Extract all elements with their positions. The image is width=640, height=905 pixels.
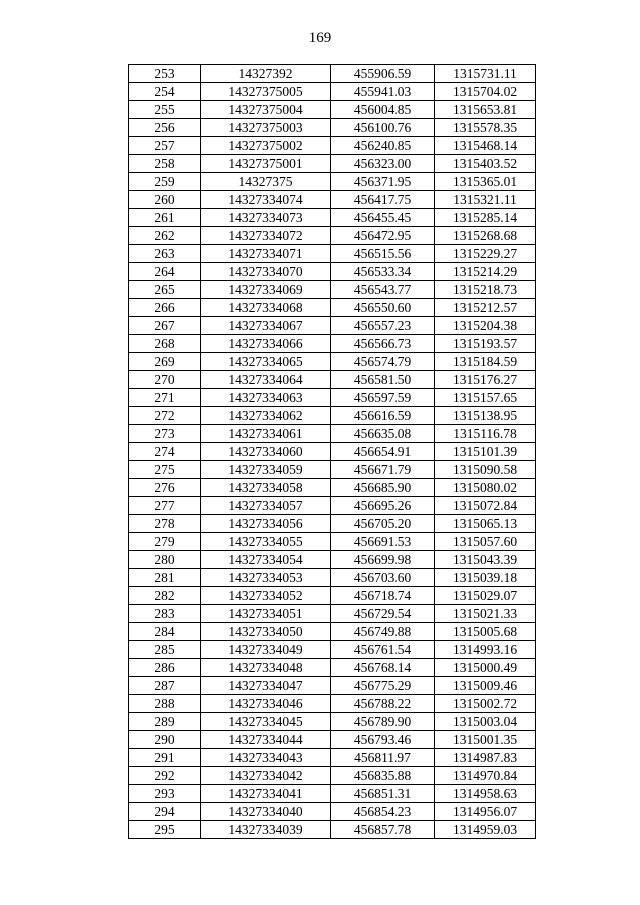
point-number-cell: 293 bbox=[129, 785, 201, 803]
point-code-cell: 14327334057 bbox=[201, 497, 331, 515]
y-coordinate-cell: 1314993.16 bbox=[435, 641, 536, 659]
y-coordinate-cell: 1315072.84 bbox=[435, 497, 536, 515]
point-number-cell: 292 bbox=[129, 767, 201, 785]
point-code-cell: 14327375004 bbox=[201, 101, 331, 119]
y-coordinate-cell: 1315653.81 bbox=[435, 101, 536, 119]
point-code-cell: 14327334056 bbox=[201, 515, 331, 533]
table-row bbox=[129, 173, 536, 191]
y-coordinate-cell: 1315218.73 bbox=[435, 281, 536, 299]
table-row bbox=[129, 155, 536, 173]
y-coordinate-cell: 1315138.95 bbox=[435, 407, 536, 425]
point-code-cell: 14327334040 bbox=[201, 803, 331, 821]
table-row bbox=[129, 695, 536, 713]
y-coordinate-cell: 1315001.35 bbox=[435, 731, 536, 749]
x-coordinate-cell: 456691.53 bbox=[331, 533, 435, 551]
x-coordinate-cell: 456718.74 bbox=[331, 587, 435, 605]
x-coordinate-cell: 456455.45 bbox=[331, 209, 435, 227]
table-row bbox=[129, 227, 536, 245]
point-code-cell: 14327375005 bbox=[201, 83, 331, 101]
point-number-cell: 289 bbox=[129, 713, 201, 731]
x-coordinate-cell: 456472.95 bbox=[331, 227, 435, 245]
y-coordinate-cell: 1315731.11 bbox=[435, 65, 536, 83]
point-number-cell: 291 bbox=[129, 749, 201, 767]
point-code-cell: 14327334052 bbox=[201, 587, 331, 605]
point-number-cell: 261 bbox=[129, 209, 201, 227]
point-code-cell: 14327334071 bbox=[201, 245, 331, 263]
table-row bbox=[129, 137, 536, 155]
y-coordinate-cell: 1315002.72 bbox=[435, 695, 536, 713]
y-coordinate-cell: 1315365.01 bbox=[435, 173, 536, 191]
point-code-cell: 14327334041 bbox=[201, 785, 331, 803]
point-code-cell: 14327334045 bbox=[201, 713, 331, 731]
x-coordinate-cell: 456574.79 bbox=[331, 353, 435, 371]
x-coordinate-cell: 456857.78 bbox=[331, 821, 435, 839]
point-number-cell: 256 bbox=[129, 119, 201, 137]
y-coordinate-cell: 1315204.38 bbox=[435, 317, 536, 335]
table-row bbox=[129, 713, 536, 731]
point-code-cell: 14327334053 bbox=[201, 569, 331, 587]
table-row bbox=[129, 425, 536, 443]
table-row bbox=[129, 803, 536, 821]
y-coordinate-cell: 1315116.78 bbox=[435, 425, 536, 443]
coordinate-table-body bbox=[129, 65, 536, 839]
point-code-cell: 14327334044 bbox=[201, 731, 331, 749]
y-coordinate-cell: 1315212.57 bbox=[435, 299, 536, 317]
table-row bbox=[129, 299, 536, 317]
x-coordinate-cell: 456705.20 bbox=[331, 515, 435, 533]
point-code-cell: 14327334062 bbox=[201, 407, 331, 425]
table-row bbox=[129, 101, 536, 119]
y-coordinate-cell: 1314959.03 bbox=[435, 821, 536, 839]
point-number-cell: 288 bbox=[129, 695, 201, 713]
x-coordinate-cell: 456323.00 bbox=[331, 155, 435, 173]
point-number-cell: 271 bbox=[129, 389, 201, 407]
point-code-cell: 14327334070 bbox=[201, 263, 331, 281]
point-number-cell: 277 bbox=[129, 497, 201, 515]
table-row bbox=[129, 281, 536, 299]
point-code-cell: 14327334074 bbox=[201, 191, 331, 209]
point-code-cell: 14327334067 bbox=[201, 317, 331, 335]
x-coordinate-cell: 456371.95 bbox=[331, 173, 435, 191]
point-code-cell: 14327334061 bbox=[201, 425, 331, 443]
y-coordinate-cell: 1315005.68 bbox=[435, 623, 536, 641]
x-coordinate-cell: 456788.22 bbox=[331, 695, 435, 713]
point-number-cell: 273 bbox=[129, 425, 201, 443]
point-number-cell: 283 bbox=[129, 605, 201, 623]
y-coordinate-cell: 1315101.39 bbox=[435, 443, 536, 461]
x-coordinate-cell: 456100.76 bbox=[331, 119, 435, 137]
table-row bbox=[129, 83, 536, 101]
table-row bbox=[129, 443, 536, 461]
table-row bbox=[129, 389, 536, 407]
point-number-cell: 264 bbox=[129, 263, 201, 281]
table-row bbox=[129, 731, 536, 749]
point-number-cell: 270 bbox=[129, 371, 201, 389]
y-coordinate-cell: 1315403.52 bbox=[435, 155, 536, 173]
point-number-cell: 265 bbox=[129, 281, 201, 299]
x-coordinate-cell: 456566.73 bbox=[331, 335, 435, 353]
table-row bbox=[129, 209, 536, 227]
y-coordinate-cell: 1315009.46 bbox=[435, 677, 536, 695]
x-coordinate-cell: 456699.98 bbox=[331, 551, 435, 569]
x-coordinate-cell: 456811.97 bbox=[331, 749, 435, 767]
point-code-cell: 14327334046 bbox=[201, 695, 331, 713]
x-coordinate-cell: 456695.26 bbox=[331, 497, 435, 515]
point-code-cell: 14327375003 bbox=[201, 119, 331, 137]
table-row bbox=[129, 767, 536, 785]
point-number-cell: 258 bbox=[129, 155, 201, 173]
y-coordinate-cell: 1315039.18 bbox=[435, 569, 536, 587]
point-number-cell: 255 bbox=[129, 101, 201, 119]
x-coordinate-cell: 456597.59 bbox=[331, 389, 435, 407]
table-row bbox=[129, 749, 536, 767]
point-code-cell: 14327334068 bbox=[201, 299, 331, 317]
table-row bbox=[129, 677, 536, 695]
point-code-cell: 14327334048 bbox=[201, 659, 331, 677]
point-code-cell: 14327334073 bbox=[201, 209, 331, 227]
point-code-cell: 14327334055 bbox=[201, 533, 331, 551]
table-row bbox=[129, 371, 536, 389]
y-coordinate-cell: 1315468.14 bbox=[435, 137, 536, 155]
table-row bbox=[129, 569, 536, 587]
point-number-cell: 286 bbox=[129, 659, 201, 677]
point-number-cell: 275 bbox=[129, 461, 201, 479]
y-coordinate-cell: 1315704.02 bbox=[435, 83, 536, 101]
x-coordinate-cell: 456515.56 bbox=[331, 245, 435, 263]
point-number-cell: 279 bbox=[129, 533, 201, 551]
point-code-cell: 14327334060 bbox=[201, 443, 331, 461]
table-row bbox=[129, 191, 536, 209]
point-number-cell: 262 bbox=[129, 227, 201, 245]
point-number-cell: 278 bbox=[129, 515, 201, 533]
y-coordinate-cell: 1314970.84 bbox=[435, 767, 536, 785]
x-coordinate-cell: 456671.79 bbox=[331, 461, 435, 479]
point-number-cell: 267 bbox=[129, 317, 201, 335]
point-number-cell: 285 bbox=[129, 641, 201, 659]
point-number-cell: 290 bbox=[129, 731, 201, 749]
table-row bbox=[129, 623, 536, 641]
point-number-cell: 287 bbox=[129, 677, 201, 695]
y-coordinate-cell: 1315003.04 bbox=[435, 713, 536, 731]
y-coordinate-cell: 1315321.11 bbox=[435, 191, 536, 209]
point-number-cell: 268 bbox=[129, 335, 201, 353]
table-row bbox=[129, 353, 536, 371]
table-row bbox=[129, 497, 536, 515]
y-coordinate-cell: 1315229.27 bbox=[435, 245, 536, 263]
x-coordinate-cell: 456533.34 bbox=[331, 263, 435, 281]
point-number-cell: 257 bbox=[129, 137, 201, 155]
table-row bbox=[129, 785, 536, 803]
table-row bbox=[129, 65, 536, 83]
point-code-cell: 14327375002 bbox=[201, 137, 331, 155]
point-number-cell: 259 bbox=[129, 173, 201, 191]
y-coordinate-cell: 1315268.68 bbox=[435, 227, 536, 245]
y-coordinate-cell: 1315285.14 bbox=[435, 209, 536, 227]
table-row bbox=[129, 821, 536, 839]
y-coordinate-cell: 1315057.60 bbox=[435, 533, 536, 551]
point-number-cell: 266 bbox=[129, 299, 201, 317]
point-code-cell: 14327334049 bbox=[201, 641, 331, 659]
point-code-cell: 14327334054 bbox=[201, 551, 331, 569]
x-coordinate-cell: 456240.85 bbox=[331, 137, 435, 155]
y-coordinate-cell: 1315000.49 bbox=[435, 659, 536, 677]
point-number-cell: 272 bbox=[129, 407, 201, 425]
point-code-cell: 14327334039 bbox=[201, 821, 331, 839]
x-coordinate-cell: 456703.60 bbox=[331, 569, 435, 587]
y-coordinate-cell: 1315157.65 bbox=[435, 389, 536, 407]
point-number-cell: 281 bbox=[129, 569, 201, 587]
table-row bbox=[129, 335, 536, 353]
point-number-cell: 260 bbox=[129, 191, 201, 209]
y-coordinate-cell: 1315578.35 bbox=[435, 119, 536, 137]
x-coordinate-cell: 456543.77 bbox=[331, 281, 435, 299]
x-coordinate-cell: 456417.75 bbox=[331, 191, 435, 209]
y-coordinate-cell: 1314958.63 bbox=[435, 785, 536, 803]
x-coordinate-cell: 456854.23 bbox=[331, 803, 435, 821]
point-number-cell: 276 bbox=[129, 479, 201, 497]
table-row bbox=[129, 533, 536, 551]
y-coordinate-cell: 1315021.33 bbox=[435, 605, 536, 623]
table-row bbox=[129, 479, 536, 497]
table-row bbox=[129, 461, 536, 479]
point-code-cell: 14327375001 bbox=[201, 155, 331, 173]
x-coordinate-cell: 456557.23 bbox=[331, 317, 435, 335]
point-code-cell: 14327334066 bbox=[201, 335, 331, 353]
point-code-cell: 14327334058 bbox=[201, 479, 331, 497]
table-row bbox=[129, 245, 536, 263]
point-code-cell: 14327334050 bbox=[201, 623, 331, 641]
table-row bbox=[129, 317, 536, 335]
point-code-cell: 14327334064 bbox=[201, 371, 331, 389]
x-coordinate-cell: 456835.88 bbox=[331, 767, 435, 785]
point-code-cell: 14327375 bbox=[201, 173, 331, 191]
coordinate-table bbox=[128, 64, 536, 839]
x-coordinate-cell: 456654.91 bbox=[331, 443, 435, 461]
x-coordinate-cell: 456685.90 bbox=[331, 479, 435, 497]
x-coordinate-cell: 456761.54 bbox=[331, 641, 435, 659]
y-coordinate-cell: 1315065.13 bbox=[435, 515, 536, 533]
y-coordinate-cell: 1314987.83 bbox=[435, 749, 536, 767]
table-row bbox=[129, 641, 536, 659]
point-code-cell: 14327392 bbox=[201, 65, 331, 83]
point-code-cell: 14327334065 bbox=[201, 353, 331, 371]
y-coordinate-cell: 1314956.07 bbox=[435, 803, 536, 821]
y-coordinate-cell: 1315193.57 bbox=[435, 335, 536, 353]
point-number-cell: 263 bbox=[129, 245, 201, 263]
point-code-cell: 14327334047 bbox=[201, 677, 331, 695]
table-row bbox=[129, 587, 536, 605]
point-number-cell: 284 bbox=[129, 623, 201, 641]
x-coordinate-cell: 456004.85 bbox=[331, 101, 435, 119]
point-code-cell: 14327334043 bbox=[201, 749, 331, 767]
point-number-cell: 269 bbox=[129, 353, 201, 371]
point-code-cell: 14327334042 bbox=[201, 767, 331, 785]
point-code-cell: 14327334063 bbox=[201, 389, 331, 407]
point-number-cell: 253 bbox=[129, 65, 201, 83]
point-code-cell: 14327334072 bbox=[201, 227, 331, 245]
y-coordinate-cell: 1315184.59 bbox=[435, 353, 536, 371]
point-number-cell: 282 bbox=[129, 587, 201, 605]
x-coordinate-cell: 456616.59 bbox=[331, 407, 435, 425]
page-number: 169 bbox=[308, 30, 332, 46]
x-coordinate-cell: 456635.08 bbox=[331, 425, 435, 443]
x-coordinate-cell: 456749.88 bbox=[331, 623, 435, 641]
x-coordinate-cell: 456729.54 bbox=[331, 605, 435, 623]
x-coordinate-cell: 456793.46 bbox=[331, 731, 435, 749]
point-code-cell: 14327334069 bbox=[201, 281, 331, 299]
table-row bbox=[129, 515, 536, 533]
point-number-cell: 254 bbox=[129, 83, 201, 101]
table-row bbox=[129, 605, 536, 623]
point-number-cell: 295 bbox=[129, 821, 201, 839]
y-coordinate-cell: 1315029.07 bbox=[435, 587, 536, 605]
point-code-cell: 14327334051 bbox=[201, 605, 331, 623]
x-coordinate-cell: 455941.03 bbox=[331, 83, 435, 101]
point-code-cell: 14327334059 bbox=[201, 461, 331, 479]
x-coordinate-cell: 455906.59 bbox=[331, 65, 435, 83]
x-coordinate-cell: 456581.50 bbox=[331, 371, 435, 389]
table-row bbox=[129, 551, 536, 569]
y-coordinate-cell: 1315043.39 bbox=[435, 551, 536, 569]
point-number-cell: 294 bbox=[129, 803, 201, 821]
y-coordinate-cell: 1315214.29 bbox=[435, 263, 536, 281]
x-coordinate-cell: 456775.29 bbox=[331, 677, 435, 695]
table-row bbox=[129, 119, 536, 137]
x-coordinate-cell: 456789.90 bbox=[331, 713, 435, 731]
point-number-cell: 274 bbox=[129, 443, 201, 461]
x-coordinate-cell: 456768.14 bbox=[331, 659, 435, 677]
table-row bbox=[129, 407, 536, 425]
x-coordinate-cell: 456550.60 bbox=[331, 299, 435, 317]
x-coordinate-cell: 456851.31 bbox=[331, 785, 435, 803]
y-coordinate-cell: 1315080.02 bbox=[435, 479, 536, 497]
table-row bbox=[129, 659, 536, 677]
point-number-cell: 280 bbox=[129, 551, 201, 569]
y-coordinate-cell: 1315090.58 bbox=[435, 461, 536, 479]
y-coordinate-cell: 1315176.27 bbox=[435, 371, 536, 389]
table-row bbox=[129, 263, 536, 281]
